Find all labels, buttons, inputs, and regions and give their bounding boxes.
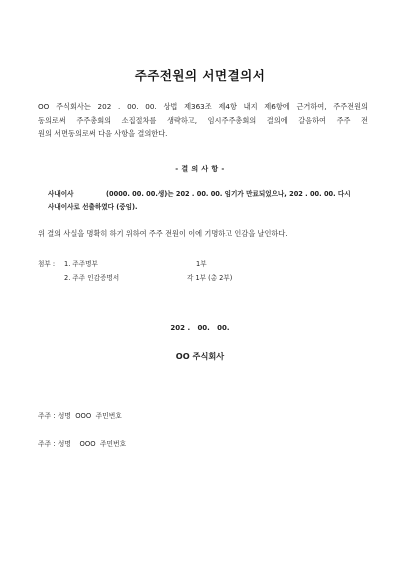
resolution-line-1 xyxy=(48,188,368,201)
statement-text: 위 결의 사실을 명확히 하기 위하여 주주 전원이 이에 기명하고 인감을 날인하다. xyxy=(38,229,288,238)
intro-line: OO 주식회사는 202 . 00. 00. 상법 제363조 제4항 내지 제6항에 근거하여, 주주전원의 xyxy=(38,102,368,111)
attachment-label: 첨부 : xyxy=(38,260,56,268)
intro-paragraph xyxy=(38,100,368,141)
attachment-item-name: 2. 주주 인감증명서 xyxy=(64,274,120,282)
section-heading: - 결 의 사 항 - xyxy=(175,165,225,173)
intro-line: 동의로써 주주총회의 소집절차를 생략하고, 임시주주총회의 결의에 갈음하여 주주 전 xyxy=(38,115,368,125)
attachment-item-qty: 1부 xyxy=(196,260,207,268)
attachment-item-qty: 각 1부 (총 2부) xyxy=(187,274,233,282)
company-name: OO 주식회사 xyxy=(175,351,225,361)
document-date: 202 . 00. 00. xyxy=(170,324,230,332)
resolution-line-2: 사내이사로 선출하였다 (중임). xyxy=(48,203,138,211)
attachment-item-name: 1. 주주명부 xyxy=(64,260,98,268)
shareholder-line: 주주 : 성명 OOO 주민번호 xyxy=(38,440,127,448)
shareholder-line: 주주 : 성명 OOO 주민번호 xyxy=(38,412,122,420)
resolution-text: (0000. 00. 00.생)는 202 . 00. 00. 임기가 만료되었으나, 202 . 00. 00. 다시 xyxy=(106,190,351,198)
intro-line: 원의 서면동의로써 다음 사항을 결의한다. xyxy=(38,129,168,138)
document-title: 주주전원의 서면결의서 xyxy=(134,68,266,83)
resolution-role: 사내이사 xyxy=(48,190,74,198)
